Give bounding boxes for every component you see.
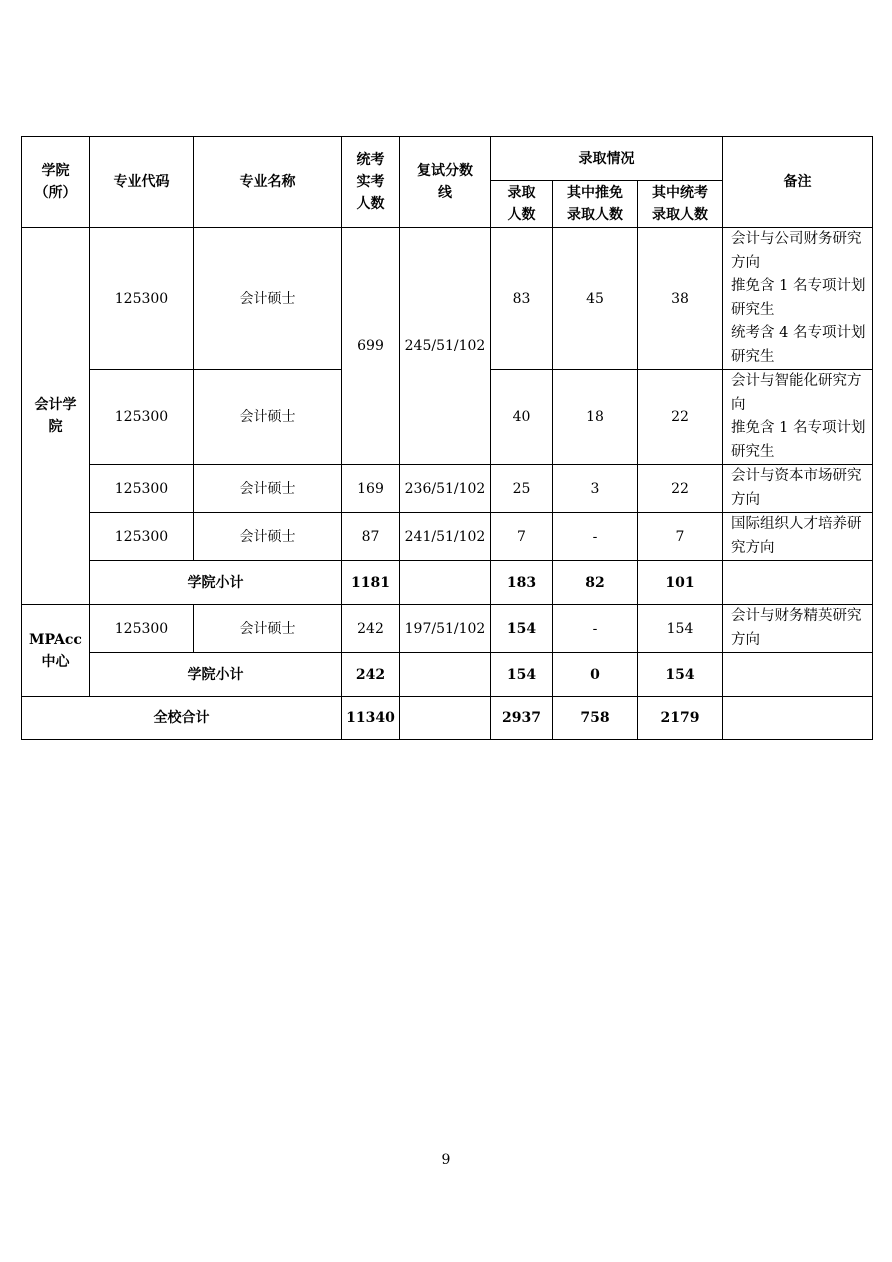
header-recommended: 其中推免 录取人数: [553, 181, 638, 228]
remarks: 国际组织人才培养研究方向: [723, 513, 873, 561]
exam-admitted: 22: [638, 465, 723, 513]
total-remarks-empty: [723, 697, 873, 740]
header-major-name: 专业名称: [194, 137, 342, 228]
college-cell: 会计学 院: [22, 228, 90, 605]
remarks: 会计与资本市场研究方向: [723, 465, 873, 513]
page-number: 9: [441, 1152, 451, 1168]
major-code: 125300: [90, 228, 194, 370]
recommended: 3: [553, 465, 638, 513]
major-code: 125300: [90, 370, 194, 465]
header-exam-count: 统考 实考 人数: [342, 137, 400, 228]
exam-admitted: 22: [638, 370, 723, 465]
exam-count: 169: [342, 465, 400, 513]
exam-admitted: 38: [638, 228, 723, 370]
major-name: 会计硕士: [194, 465, 342, 513]
total-exam: 11340: [342, 697, 400, 740]
exam-count: 242: [342, 605, 400, 653]
subtotal-recommended: 0: [553, 653, 638, 697]
remarks: 会计与公司财务研究方向 推免含 1 名专项计划研究生 统考含 4 名专项计划研究生: [723, 228, 873, 370]
admitted: 40: [491, 370, 553, 465]
subtotal-label: 学院小计: [90, 653, 342, 697]
subtotal-recommended: 82: [553, 561, 638, 605]
major-name: 会计硕士: [194, 370, 342, 465]
header-college: 学院 （所）: [22, 137, 90, 228]
header-major-code: 专业代码: [90, 137, 194, 228]
subtotal-admitted: 183: [491, 561, 553, 605]
table-row: [22, 605, 873, 653]
exam-count: 699: [342, 228, 400, 465]
total-row: [22, 697, 873, 740]
remarks: 会计与智能化研究方向 推免含 1 名专项计划研究生: [723, 370, 873, 465]
major-code: 125300: [90, 605, 194, 653]
table-row: [22, 465, 873, 513]
header-retest-line: 复试分数 线: [400, 137, 491, 228]
retest-line: 236/51/102: [400, 465, 491, 513]
recommended: -: [553, 605, 638, 653]
subtotal-label: 学院小计: [90, 561, 342, 605]
admitted: 25: [491, 465, 553, 513]
retest-line: 197/51/102: [400, 605, 491, 653]
subtotal-exam-admitted: 154: [638, 653, 723, 697]
total-recommended: 758: [553, 697, 638, 740]
major-name: 会计硕士: [194, 605, 342, 653]
subtotal-exam: 242: [342, 653, 400, 697]
admission-table: [21, 136, 873, 740]
header-admission: 录取情况: [491, 137, 723, 181]
retest-line: 241/51/102: [400, 513, 491, 561]
exam-admitted: 7: [638, 513, 723, 561]
retest-line: 245/51/102: [400, 228, 491, 465]
subtotal-exam: 1181: [342, 561, 400, 605]
total-exam-admitted: 2179: [638, 697, 723, 740]
subtotal-remarks-empty: [723, 561, 873, 605]
table-row: [22, 228, 873, 370]
header-exam-admitted: 其中统考 录取人数: [638, 181, 723, 228]
total-label: 全校合计: [22, 697, 342, 740]
remarks: 会计与财务精英研究方向: [723, 605, 873, 653]
total-line-empty: [400, 697, 491, 740]
subtotal-line-empty: [400, 653, 491, 697]
major-name: 会计硕士: [194, 228, 342, 370]
header-remarks: 备注: [723, 137, 873, 228]
recommended: 18: [553, 370, 638, 465]
subtotal-line-empty: [400, 561, 491, 605]
subtotal-admitted: 154: [491, 653, 553, 697]
major-code: 125300: [90, 465, 194, 513]
table-row: [22, 513, 873, 561]
major-code: 125300: [90, 513, 194, 561]
college-cell: MPAcc 中心: [22, 605, 90, 697]
exam-count: 87: [342, 513, 400, 561]
subtotal-remarks-empty: [723, 653, 873, 697]
subtotal-row: [22, 561, 873, 605]
admitted: 7: [491, 513, 553, 561]
recommended: -: [553, 513, 638, 561]
exam-admitted: 154: [638, 605, 723, 653]
major-name: 会计硕士: [194, 513, 342, 561]
admitted: 154: [491, 605, 553, 653]
subtotal-row: [22, 653, 873, 697]
recommended: 45: [553, 228, 638, 370]
header-admitted: 录取 人数: [491, 181, 553, 228]
total-admitted: 2937: [491, 697, 553, 740]
admitted: 83: [491, 228, 553, 370]
subtotal-exam-admitted: 101: [638, 561, 723, 605]
